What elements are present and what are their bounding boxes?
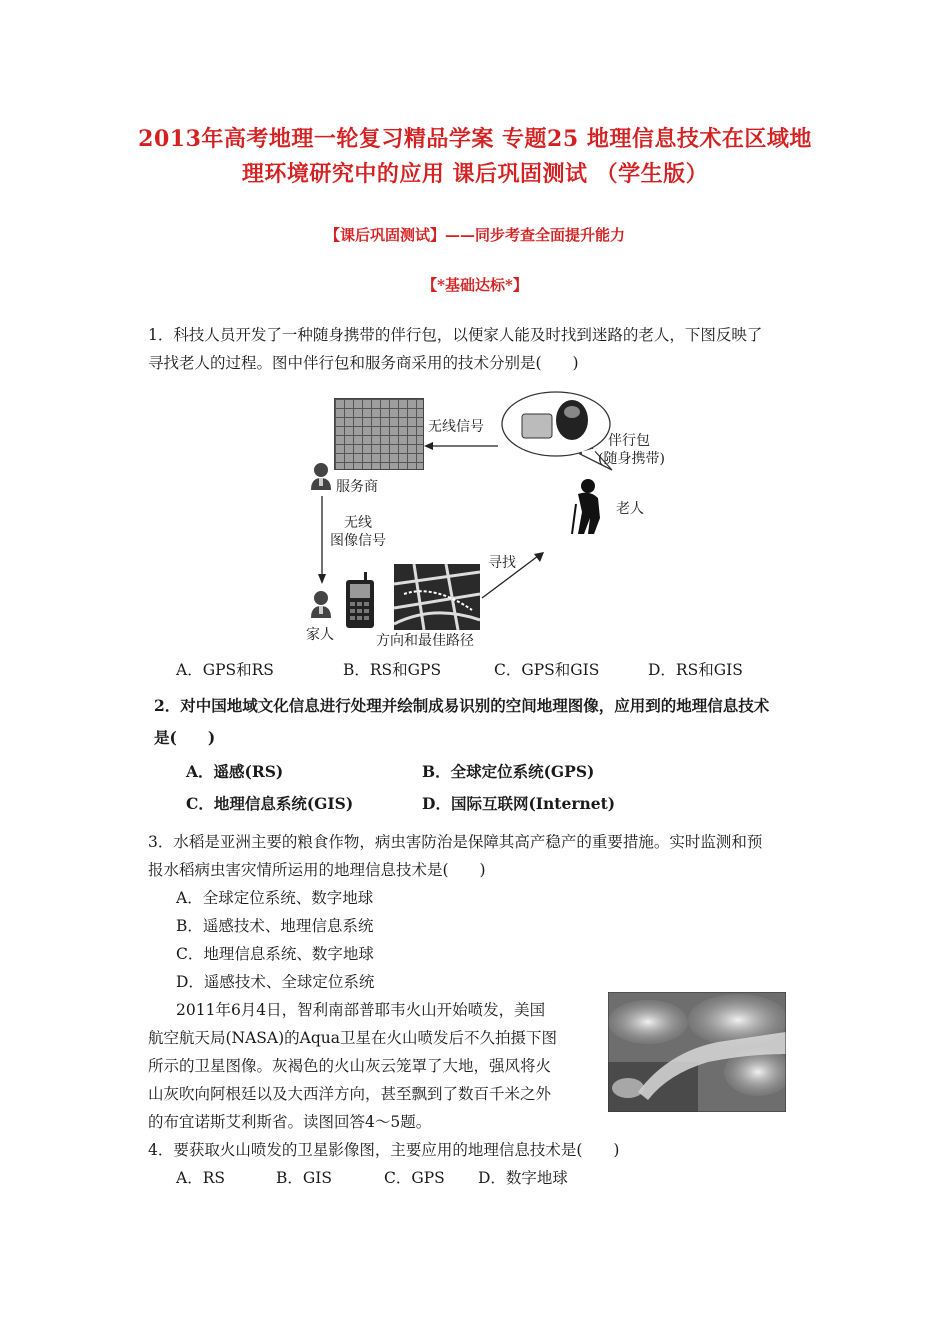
q2-option-a: A．遥感(RS) [186, 762, 284, 781]
service-provider-label: 服务商 [336, 479, 378, 495]
passage-line3: 所示的卫星图像。灰褐色的火山灰云笼罩了大地，强风将火 [148, 1057, 552, 1075]
q3-option-b: B．遥感技术、地理信息系统 [176, 917, 374, 935]
q4-option-d: D．数字地球 [478, 1169, 568, 1187]
wireless-signal-label: 无线信号 [428, 419, 484, 435]
passage-line4: 山灰吹向阿根廷以及大西洋方向，甚至飘到了数百千米之外 [148, 1085, 552, 1103]
q4-stem: 4．要获取火山喷发的卫星影像图，主要应用的地理信息技术是( ) [148, 1141, 620, 1159]
family-person-icon [310, 590, 332, 618]
q1-option-c: C．GPS和GIS [494, 661, 600, 679]
elderly-person-icon [568, 478, 612, 536]
service-map-screen [334, 398, 424, 470]
q3-option-c: C．地理信息系统、数字地球 [176, 945, 374, 963]
q1-stem-line1: 1．科技人员开发了一种随身携带的伴行包，以便家人能及时找到迷路的老人，下图反映了 [148, 326, 763, 344]
passage-line1: 2011年6月4日，智利南部普耶韦火山开始喷发，美国 [176, 1001, 546, 1019]
elderly-label: 老人 [616, 501, 644, 517]
mobile-phone-icon [344, 572, 376, 628]
wireless-signal-arrow [424, 440, 500, 452]
q2-stem-line1: 2．对中国地域文化信息进行处理并绘制成易识别的空间地理图像，应用到的地理信息技术 [154, 696, 770, 715]
q1-option-a: A．GPS和RS [176, 661, 274, 679]
q1-option-b: B．RS和GPS [343, 661, 442, 679]
q1-option-d: D．RS和GIS [648, 661, 743, 679]
q4-option-b: B．GIS [276, 1169, 333, 1187]
satellite-image [608, 992, 786, 1112]
passage-line5: 的布宜诺斯艾利斯省。读图回答4～5题。 [148, 1113, 432, 1131]
q2-option-d: D．国际互联网(Internet) [422, 794, 616, 813]
family-label: 家人 [306, 627, 334, 643]
q4-option-c: C．GPS [384, 1169, 445, 1187]
q1-diagram [300, 390, 700, 652]
image-signal-label: 图像信号 [330, 533, 386, 549]
companion-bag-note: (随身携带) [598, 451, 665, 467]
doc-title-line2: 理环境研究中的应用 课后巩固测试 （学生版） [241, 161, 709, 187]
wireless-label: 无线 [344, 515, 372, 531]
passage-line2: 航空航天局(NASA)的Aqua卫星在火山喷发后不久拍摄下图 [148, 1029, 558, 1047]
q2-option-b: B．全球定位系统(GPS) [422, 762, 595, 781]
q1-stem-line2: 寻找老人的过程。图中伴行包和服务商采用的技术分别是( ) [148, 354, 579, 372]
level-header: 【*基础达标*】 [422, 276, 528, 294]
q3-option-d: D．遥感技术、全球定位系统 [176, 973, 375, 991]
route-label: 方向和最佳路径 [376, 633, 474, 649]
section-header: 【课后巩固测试】——同步考查全面提升能力 [324, 226, 625, 244]
route-map-image [394, 564, 480, 630]
doc-title-line1: 2013年高考地理一轮复习精品学案 专题25 地理信息技术在区域地 [138, 126, 812, 152]
companion-bag-label: 伴行包 [608, 433, 650, 449]
q2-stem-line2: 是( ) [154, 728, 216, 747]
q2-option-c: C．地理信息系统(GIS) [186, 794, 354, 813]
search-label: 寻找 [488, 555, 516, 571]
q4-option-a: A．RS [176, 1169, 225, 1187]
image-signal-arrow [316, 496, 328, 584]
q3-option-a: A．全球定位系统、数字地球 [176, 889, 374, 907]
q3-stem-line2: 报水稻病虫害灾情所运用的地理信息技术是( ) [148, 861, 486, 879]
q3-stem-line1: 3．水稻是亚洲主要的粮食作物，病虫害防治是保障其高产稳产的重要措施。实时监测和预 [148, 833, 763, 851]
service-provider-person-icon [310, 462, 332, 490]
